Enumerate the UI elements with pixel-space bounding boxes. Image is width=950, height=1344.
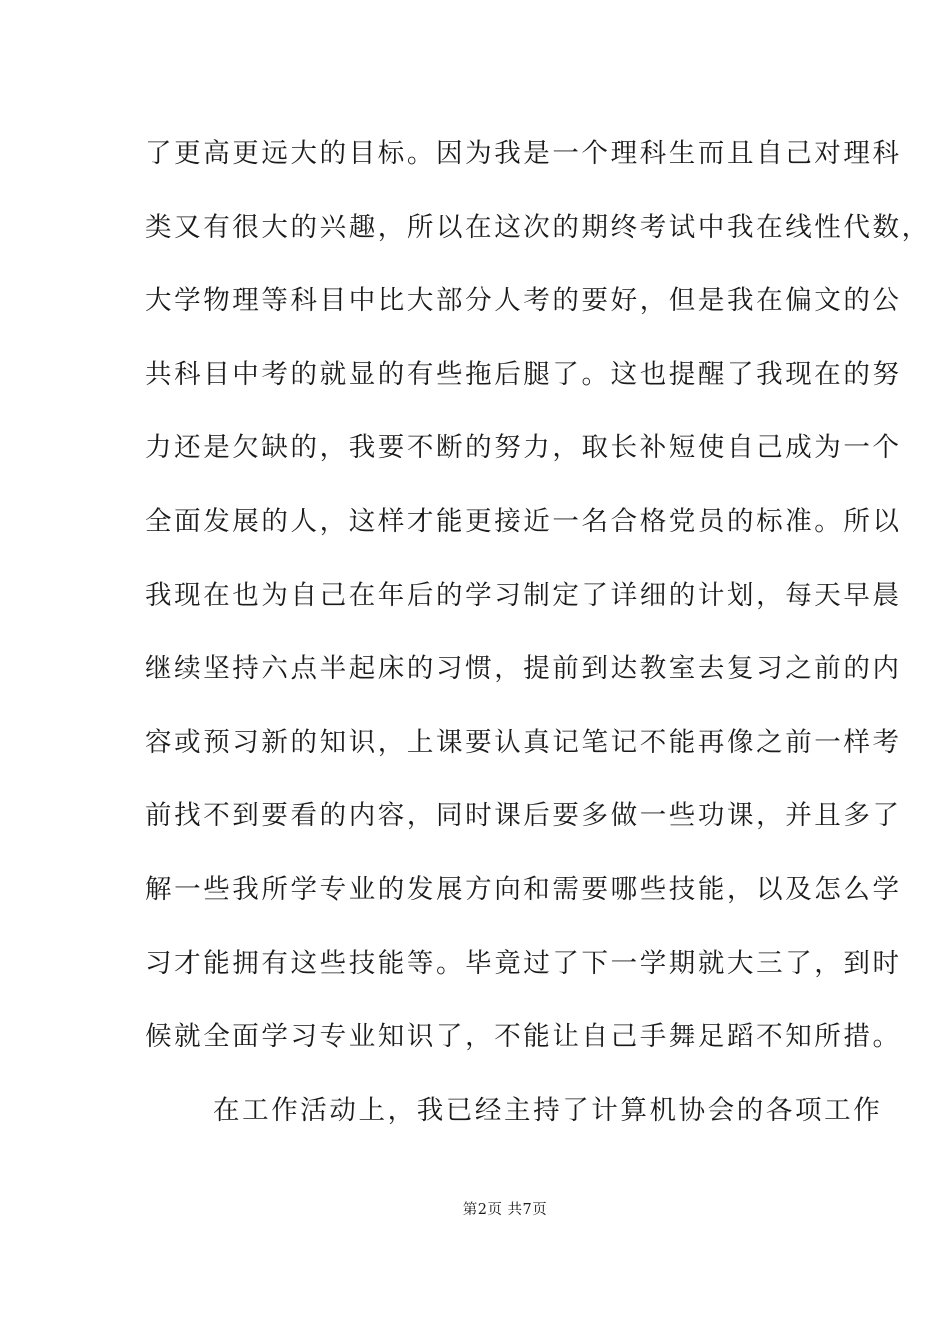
text-line: 继续坚持六点半起床的习惯，提前到达教室去复习之前的内: [145, 653, 902, 685]
text-line: 候就全面学习专业知识了，不能让自己手舞足蹈不知所措。: [145, 1021, 902, 1053]
text-line: 解一些我所学专业的发展方向和需要哪些技能，以及怎么学: [145, 873, 902, 905]
text-line: 全面发展的人，这样才能更接近一名合格党员的标准。所以: [145, 505, 902, 537]
text-line: 大学物理等科目中比大部分人考的要好，但是我在偏文的公: [145, 285, 902, 317]
paragraph-start-line: 在工作活动上，我已经主持了计算机协会的各项工作: [213, 1094, 883, 1126]
text-line: 共科目中考的就显的有些拖后腿了。这也提醒了我现在的努: [145, 358, 902, 390]
text-line: 了更高更远大的目标。因为我是一个理科生而且自己对理科: [145, 138, 902, 169]
text-line: 习才能拥有这些技能等。毕竟过了下一学期就大三了，到时: [145, 947, 902, 979]
text-line: 类又有很大的兴趣，所以在这次的期终考试中我在线性代数，: [145, 211, 931, 243]
body-text: [145, 128, 931, 1158]
text-line: 容或预习新的知识，上课要认真记笔记不能再像之前一样考: [145, 726, 902, 758]
page-number-footer: 第2页 共7页: [462, 1202, 548, 1218]
text-line: 我现在也为自己在年后的学习制定了详细的计划，每天早晨: [145, 579, 902, 611]
text-line: 力还是欠缺的，我要不断的努力，取长补短使自己成为一个: [145, 432, 902, 464]
text-line: 前找不到要看的内容，同时课后要多做一些功课，并且多了: [145, 800, 902, 832]
